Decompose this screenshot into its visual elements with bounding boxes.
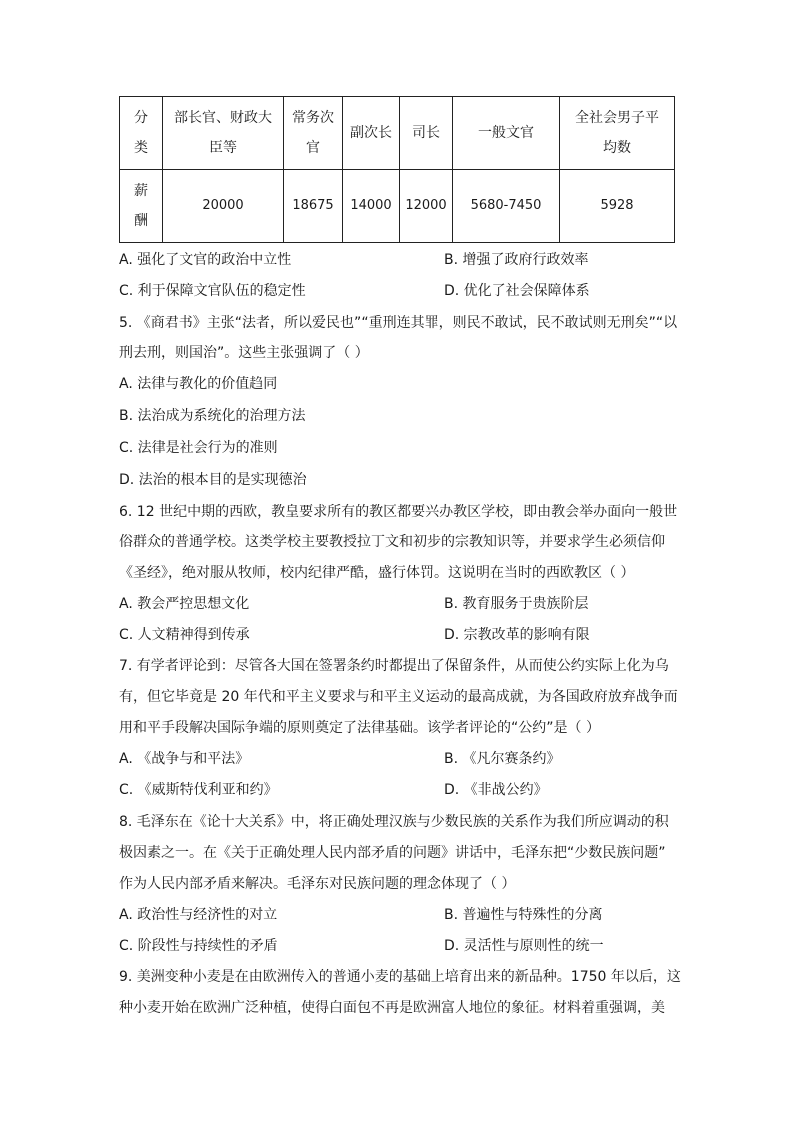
q5-option-a: A. 法律与教化的价值趋同 xyxy=(119,376,278,392)
q4-option-c: C. 利于保障文官队伍的稳定性 xyxy=(119,283,306,299)
header-cell-civil-servant: 一般文官 xyxy=(453,97,560,170)
q5-stem-line: 5. 《商君书》主张“法者，所以爱民也”“重刑连其罪，则民不敢试，民不敢试则无刑矣”“以 xyxy=(119,315,678,331)
header-cell-director: 司长 xyxy=(400,97,453,170)
q5-option-c: C. 法律是社会行为的准则 xyxy=(119,440,278,456)
row-label-salary: 薪 酬 xyxy=(120,170,163,243)
q9-stem-line: 种小麦开始在欧洲广泛种植，使得白面包不再是欧洲富人地位的象征。材料着重强调，美 xyxy=(119,1000,665,1016)
q8-option-a: A. 政治性与经济性的对立 xyxy=(119,907,278,923)
table-cell: 18675 xyxy=(284,170,343,243)
table-cell: 5680-7450 xyxy=(453,170,560,243)
table-cell: 20000 xyxy=(163,170,284,243)
table-header-row xyxy=(120,97,675,170)
q6-stem-line: 俗群众的普通学校。这类学校主要教授拉丁文和初步的宗教知识等，并要求学生必须信仰 xyxy=(119,534,665,550)
q6-option-c: C. 人文精神得到传承 xyxy=(119,627,250,643)
table-cell: 12000 xyxy=(400,170,453,243)
q4-option-a: A. 强化了文官的政治中立性 xyxy=(119,252,292,268)
q5-option-b: B. 法治成为系统化的治理方法 xyxy=(119,408,306,424)
q8-stem-line: 极因素之一。在《关于正确处理人民内部矛盾的问题》讲话中，毛泽东把“少数民族问题” xyxy=(119,845,666,861)
q7-option-d: D. 《非战公约》 xyxy=(444,782,548,798)
q4-option-b: B. 增强了政府行政效率 xyxy=(444,252,589,268)
header-cell-deputy-secretary: 副次长 xyxy=(343,97,400,170)
q8-stem-line: 作为人民内部矛盾来解决。毛泽东对民族问题的理念体现了（ ） xyxy=(119,876,516,892)
q5-stem-line: 刑去刑，则国治”。这些主张强调了（ ） xyxy=(119,345,369,361)
q8-stem-line: 8. 毛泽东在《论十大关系》中，将正确处理汉族与少数民族的关系作为我们所应调动的积 xyxy=(119,814,669,830)
q7-option-a: A. 《战争与和平法》 xyxy=(119,751,250,767)
q6-option-b: B. 教育服务于贵族阶层 xyxy=(444,596,589,612)
q8-option-b: B. 普遍性与特殊性的分离 xyxy=(444,907,603,923)
q8-option-c: C. 阶段性与持续性的矛盾 xyxy=(119,938,278,954)
q7-stem-line: 7. 有学者评论到：尽管各大国在签署条约时都提出了保留条件，从而使公约实际上化为乌 xyxy=(119,658,669,674)
q6-option-a: A. 教会严控思想文化 xyxy=(119,596,250,612)
header-cell-male-average: 全社会男子平 均数 xyxy=(560,97,675,170)
table-cell: 5928 xyxy=(560,170,675,243)
q7-option-b: B. 《凡尔赛条约》 xyxy=(444,751,561,767)
q6-stem-line: 《圣经》，绝对服从牧师，校内纪律严酷，盛行体罚。这说明在当时的西欧教区（ ） xyxy=(119,565,635,581)
q7-option-c: C. 《威斯特伐利亚和约》 xyxy=(119,782,278,798)
table-cell: 14000 xyxy=(343,170,400,243)
q8-option-d: D. 灵活性与原则性的统一 xyxy=(444,938,604,954)
q4-option-d: D. 优化了社会保障体系 xyxy=(444,283,590,299)
q7-stem-line: 用和平手段解决国际争端的原则奠定了法律基础。该学者评论的“公约”是（ ） xyxy=(119,720,600,736)
header-cell-permanent-secretary: 常务次 官 xyxy=(284,97,343,170)
table-row-salary xyxy=(120,170,675,243)
q7-stem-line: 有，但它毕竟是 20 年代和平主义要求与和平主义运动的最高成就，为各国政府放弃战争而 xyxy=(119,689,678,705)
q6-stem-line: 6. 12 世纪中期的西欧，教皇要求所有的教区都要兴办教区学校，即由教会举办面向一般世 xyxy=(119,504,678,520)
q6-option-d: D. 宗教改革的影响有限 xyxy=(444,627,590,643)
q5-option-d: D. 法治的根本目的是实现德治 xyxy=(119,472,307,488)
q9-stem-line: 9. 美洲变种小麦是在由欧洲传入的普通小麦的基础上培育出来的新品种。1750 年以后，这 xyxy=(119,969,681,985)
header-cell-minister: 部长官、财政大 臣等 xyxy=(163,97,284,170)
header-cell-category: 分 类 xyxy=(120,97,163,170)
salary-table xyxy=(119,96,675,243)
